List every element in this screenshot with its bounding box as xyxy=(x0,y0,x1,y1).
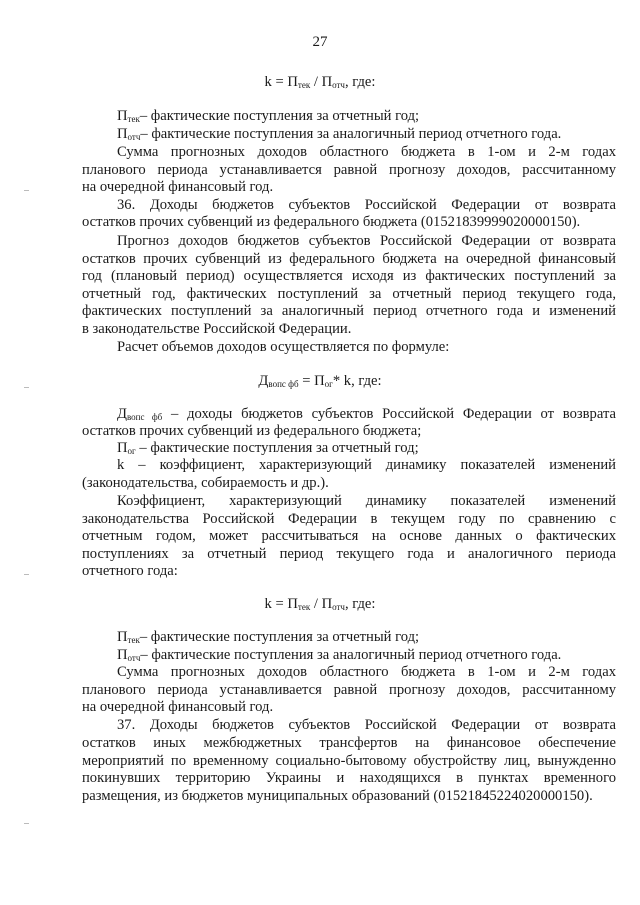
paragraph-line: на очередной финансовый год. xyxy=(82,699,274,715)
paragraph-line: Сумма прогнозных доходов областного бюджета в 1-ом и 2-м годах xyxy=(117,144,616,160)
definition-p-tek: $П_{тек}-$ фактические поступления за отчетный год; xyxy=(117,629,420,645)
formula-d-vops: $Д_{вопс фб} = П_{ог}*$ k, где: xyxy=(258,373,382,389)
section-36-heading: 36. Доходы бюджетов субъектов Российской Федерации от возврата xyxy=(117,197,616,213)
paragraph-line: остатков прочих субвенций из федерального бюджета (01521839999020000150). xyxy=(82,214,581,230)
paragraph-line: отчетный год, фактических поступлений за отчетный период текущего года, xyxy=(82,286,616,302)
definition-d-vops: $Д_{вопс фб}$ – доходы бюджетов субъектов Российской Федерации от возврата xyxy=(117,406,616,422)
paragraph-line: остатков прочих субвенций из федерального бюджета на очередной финансовый xyxy=(82,251,616,267)
definition-p-otch: $П_{отч}-$ фактические поступления за аналогичный период отчетного года. xyxy=(117,126,562,142)
paragraph-line: Сумма прогнозных доходов областного бюджета в 1-ом и 2-м годах xyxy=(117,664,616,680)
scan-margin-mark xyxy=(24,823,29,824)
paragraph-line: планового периода устанавливается равной прогнозу доходов, рассчитанному xyxy=(82,162,616,178)
paragraph-line: в законодательстве Российской Федерации. xyxy=(82,321,352,337)
paragraph-line: фактических поступлений за аналогичный период отчетного года и изменений xyxy=(82,303,616,319)
paragraph-line: Расчет объемов доходов осуществляется по формуле: xyxy=(117,339,450,355)
paragraph-line: остатков иных межбюджетных трансфертов на финансовое обеспечение xyxy=(82,735,616,751)
formula-k-1: $k = П_{тек} / П_{отч}$, где: xyxy=(264,74,376,90)
paragraph-line: законодательства Российской Федерации в текущем году по сравнению с xyxy=(82,511,616,527)
definition-p-tek: $П_{тек}-$ фактические поступления за отчетный год; xyxy=(117,108,420,124)
paragraph-line: отчетным годом, может рассчитываться на основе данных о фактических xyxy=(82,528,616,544)
paragraph-line: отчетного года: xyxy=(82,563,178,579)
section-37-heading: 37. Доходы бюджетов субъектов Российской Федерации от возврата xyxy=(117,717,616,733)
paragraph-line: размещения, из бюджетов муниципальных образований (01521845224020000150). xyxy=(82,788,593,804)
definition-p-og: $П_{ог}$ – фактические поступления за отчетный год; xyxy=(117,440,419,456)
definition-p-otch: $П_{отч}-$ фактические поступления за аналогичный период отчетного года. xyxy=(117,647,562,663)
paragraph-line: поступлениях за отчетный период текущего года и аналогичного периода xyxy=(82,546,616,562)
scan-margin-mark xyxy=(24,190,29,191)
formula-k-2: $k = П_{тек} / П_{отч}$, где: xyxy=(264,596,376,612)
paragraph-line: (законодательства, собираемость и др.). xyxy=(82,475,329,491)
paragraph-line: покинувших территорию Украины и находящихся в пунктах временного xyxy=(82,770,616,786)
definition-k: k – коэффициент, характеризующий динамику показателей изменений xyxy=(117,457,616,473)
scan-margin-mark xyxy=(24,387,29,388)
paragraph-line: Прогноз доходов бюджетов субъектов Российской Федерации от возврата xyxy=(117,233,616,249)
paragraph-line: остатков прочих субвенций из федерального бюджета; xyxy=(82,423,422,439)
paragraph-line: мероприятий по временному социально-бытовому обустройству лиц, вынужденно xyxy=(82,753,616,769)
page-number: 27 xyxy=(312,34,328,50)
paragraph-line: на очередной финансовый год. xyxy=(82,179,274,195)
scan-margin-mark xyxy=(24,574,29,575)
paragraph-line: планового периода устанавливается равной прогнозу доходов, рассчитанному xyxy=(82,682,616,698)
paragraph-line: Коэффициент, характеризующий динамику показателей изменений xyxy=(117,493,616,509)
paragraph-line: год (плановый период) осуществляется исходя из фактических поступлений за xyxy=(82,268,616,284)
